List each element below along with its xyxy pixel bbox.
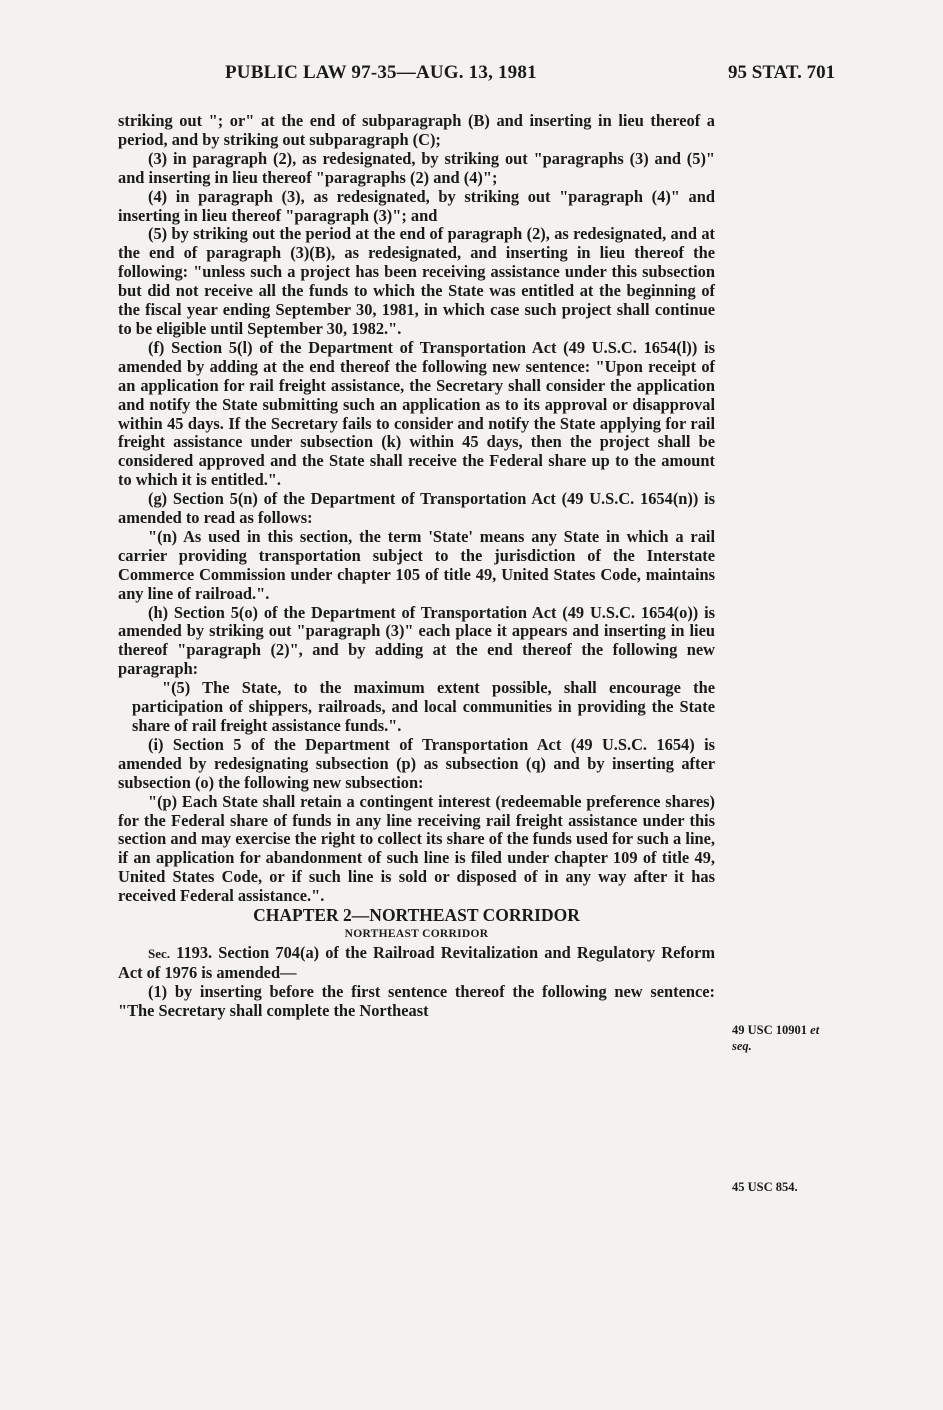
sec-text: 1193. Section 704(a) of the Railroad Revitalization and Regulatory Reform Act of 1976 is amended— — [118, 942, 715, 982]
paragraph-subsection-f: (f) Section 5(l) of the Department of Transportation Act (49 U.S.C. 1654(l)) is amended by adding at the end thereof the following new sentence: "Upon receipt of an application for rail freight assistance, the Secretary shall consider the application and notify the State submitting such an application as to its approval or disapproval within 45 days. If the Secretary fails to consider and notify the State applying for rail freight assistance under subsection (k) within 45 days, then the project shall be considered approved and the State shall receive the Federal share up to the amount to which it is entitled.". — [118, 337, 715, 490]
document-body — [118, 112, 715, 1021]
margin-note-usc-text: 49 USC 10901 — [732, 1023, 808, 1037]
paragraph-item-4: (4) in paragraph (3), as redesignated, by striking out "paragraph (4)" and inserting in lieu thereof "paragraph (3)"; and — [118, 186, 715, 225]
paragraph-subsection-i: (i) Section 5 of the Department of Transportation Act (49 U.S.C. 1654) is amended by redesignating subsection (p) as subsection (q) and by inserting after subsection (o) the following new subsection: — [118, 734, 715, 792]
running-header-title: PUBLIC LAW 97-35—AUG. 13, 1981 — [225, 62, 537, 83]
paragraph-item-3: (3) in paragraph (2), as redesignated, by striking out "paragraphs (3) and (5)" and inserting in lieu thereof "paragraphs (2) and (4)"; — [118, 148, 715, 187]
paragraph-subsection-h: (h) Section 5(o) of the Department of Transportation Act (49 U.S.C. 1654(o)) is amended by striking out "paragraph (3)" each place it appears and inserting in lieu thereof "paragraph (2)", and by adding at the end thereof the following new paragraph: — [118, 602, 715, 679]
paragraph-continuation: striking out "; or" at the end of subparagraph (B) and inserting in lieu thereof a period, and by striking out subparagraph (C); — [118, 111, 715, 149]
margin-note-et: et — [810, 1023, 820, 1037]
sec-label: Sec. — [148, 945, 171, 961]
section-heading: NORTHEAST CORRIDOR — [344, 927, 489, 940]
paragraph-subsection-g: (g) Section 5(n) of the Department of Transportation Act (49 U.S.C. 1654(n)) is amended to read as follows: — [118, 489, 715, 528]
paragraph-quote-5: "(5) The State, to the maximum extent possible, shall encourage the participation of shippers, railroads, and local communities in providing the State share of rail freight assistance funds.". — [132, 678, 715, 735]
chapter-heading: CHAPTER 2—NORTHEAST CORRIDOR — [253, 905, 580, 926]
margin-note-49-usc-10901 — [732, 1022, 852, 1054]
margin-note-seq: seq. — [732, 1039, 752, 1053]
paragraph-quote-p: "(p) Each State shall retain a contingent interest (redeemable preference shares) for the Federal share of funds in any line receiving rail freight assistance under this section and may exercise the right to collect its share of the funds used for such a line, if an application for abandonment of such line is filed under chapter 109 of title 49, United States Code, or if such line is sold or disposed of in any way after it has received Federal assistance.". — [118, 791, 715, 906]
paragraph-item-5: (5) by striking out the period at the end of paragraph (2), as redesignated, and at the end of paragraph (3)(B), as redesignated, and inserting in lieu thereof the following: "unless such a project has been receiving assistance under this subsection but did not receive all the funds to which the State was entitled at the beginning of the fiscal year ending September 30, 1981, in which case such project shall continue to be eligible until September 30, 1982.". — [118, 224, 715, 338]
running-header-stat: 95 STAT. 701 — [728, 62, 836, 83]
paragraph-quote-n: "(n) As used in this section, the term 'State' means any State in which a rail carrier providing transportation subject to the jurisdiction of the Interstate Commerce Commission under chapter 105 of title 49, United States Code, maintains any line of railroad.". — [118, 526, 715, 603]
paragraph-sec-1193 — [118, 944, 715, 983]
margin-note-45-usc-854: 45 USC 854. — [732, 1180, 798, 1194]
paragraph-final: (1) by inserting before the first sentence thereof the following new sentence: "The Secretary shall complete the Northeast — [118, 981, 715, 1020]
